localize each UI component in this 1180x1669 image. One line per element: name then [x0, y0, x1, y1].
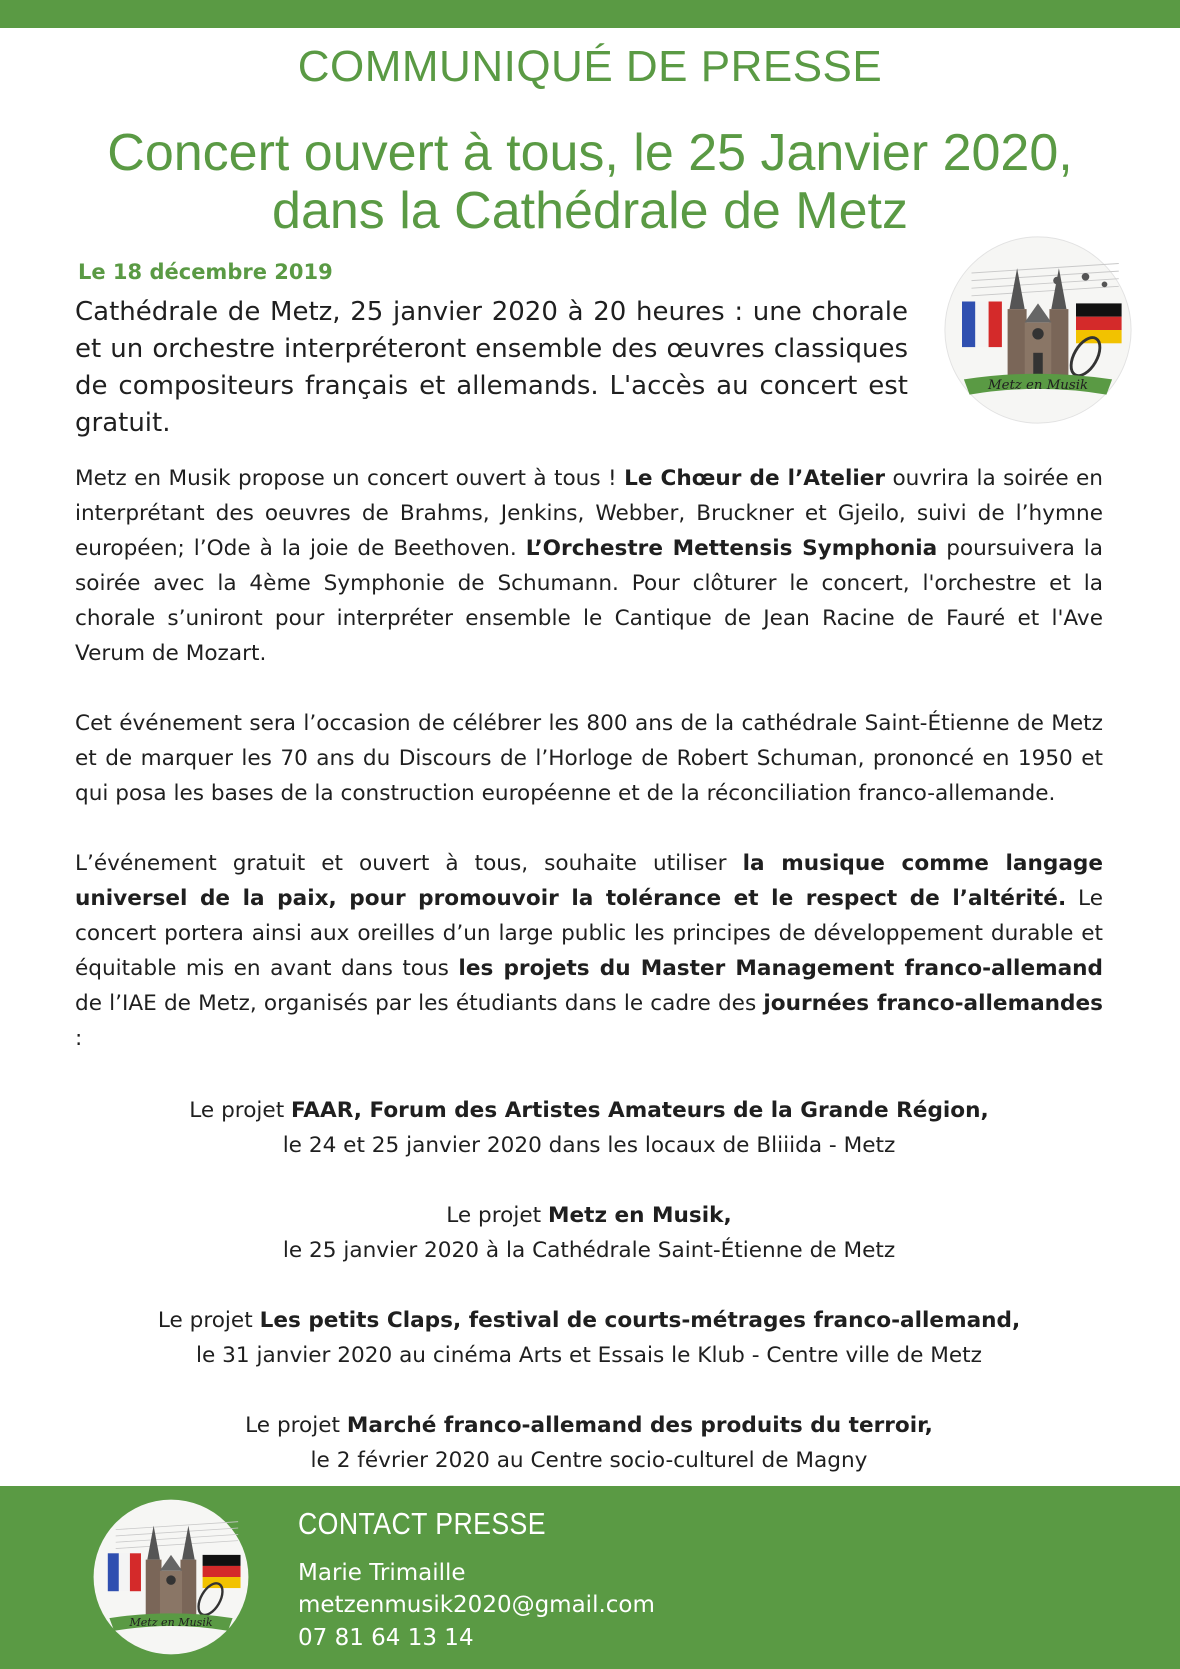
project-item: Le projet FAAR, Forum des Artistes Amateurs de la Grande Région, le 24 et 25 janvier 2020 dans les locaux de Bliiida - Metz: [189, 1098, 989, 1158]
orchestra-name: L’Orchestre Mettensis Symphonia: [525, 536, 938, 561]
contact-email[interactable]: metzenmusik2020@gmail.com: [298, 1592, 655, 1618]
title-line-1: Concert ouvert à tous, le 25 Janvier 2020,: [107, 124, 1073, 182]
choir-name: Le Chœur de l’Atelier: [624, 466, 886, 491]
project-item: Le projet Marché franco-allemand des produits du terroir, le 2 février 2020 au Centre socio-culturel de Magny: [245, 1413, 933, 1473]
logo-text: Metz en Musik: [987, 377, 1089, 393]
release-date: Le 18 décembre 2019: [78, 260, 333, 284]
logo-text-footer: Metz en Musik: [129, 1615, 213, 1629]
contact-name: Marie Trimaille: [298, 1560, 466, 1586]
lead-paragraph: Cathédrale de Metz, 25 janvier 2020 à 20 heures : une chorale et un orchestre interpréteront ensemble des œuvres classiques de compositeurs français et allemands. L'accès au concert est gratuit.: [75, 297, 908, 438]
project-item: Le projet Les petits Claps, festival de courts-métrages franco-allemand, le 31 janvier 2020 au cinéma Arts et Essais le Klub - Centre ville de Metz: [157, 1308, 1021, 1368]
metz-en-musik-logo: [943, 235, 1133, 425]
page-title: [60, 124, 1120, 240]
paragraph-anniversary: Cet événement sera l’occasion de célébrer les 800 ans de la cathédrale Saint-Étienne de Metz et de marquer les 70 ans du Discours de l’Horloge de Robert Schuman, prononcé en 1950 et qui posa les bases de la construction européenne et de la réconciliation franco-allemande.: [75, 711, 1103, 806]
contact-title: CONTACT PRESSE: [298, 1506, 546, 1541]
paragraph-program: Metz en Musik propose un concert ouvert à tous ! Le Chœur de l’Atelier ouvrira la soirée en interprétant des oeuvres de Brahms, Jenkins, Webber, Bruckner et Gjeilo, suivi de l’hymne européen; l’Ode à la joie de Beethoven. L’Orchestre Mettensis Symphonia poursuivera la soirée avec la 4ème Symphonie de Schumann. Pour clôturer le concert, l'orchestre et la chorale s’uniront pour interpréter ensemble le Cantique de Jean Racine de Fauré et l'Ave Verum de Mozart.: [75, 466, 1103, 666]
metz-en-musik-logo-footer: [92, 1498, 250, 1656]
paragraph-mission: L’événement gratuit et ouvert à tous, souhaite utiliser la musique comme langage universel de la paix, pour promouvoir la tolérance et le respect de l’altérité. Le concert portera ainsi aux oreilles d’un large public les principes de développement durable et équitable mis en avant dans tous les projets du Master Management franco-allemand de l’IAE de Metz, organisés par les étudiants dans le cadre des journées franco-allemandes :: [75, 851, 1104, 1051]
project-item: Le projet Metz en Musik, le 25 janvier 2020 à la Cathédrale Saint-Étienne de Metz: [282, 1203, 896, 1263]
contact-phone[interactable]: 07 81 64 13 14: [298, 1625, 474, 1651]
press-release-kicker: COMMUNIQUÉ DE PRESSE: [297, 42, 883, 91]
title-line-2: dans la Cathédrale de Metz: [272, 182, 908, 240]
top-banner: [0, 0, 1180, 28]
projects-list: [75, 1093, 1103, 1513]
